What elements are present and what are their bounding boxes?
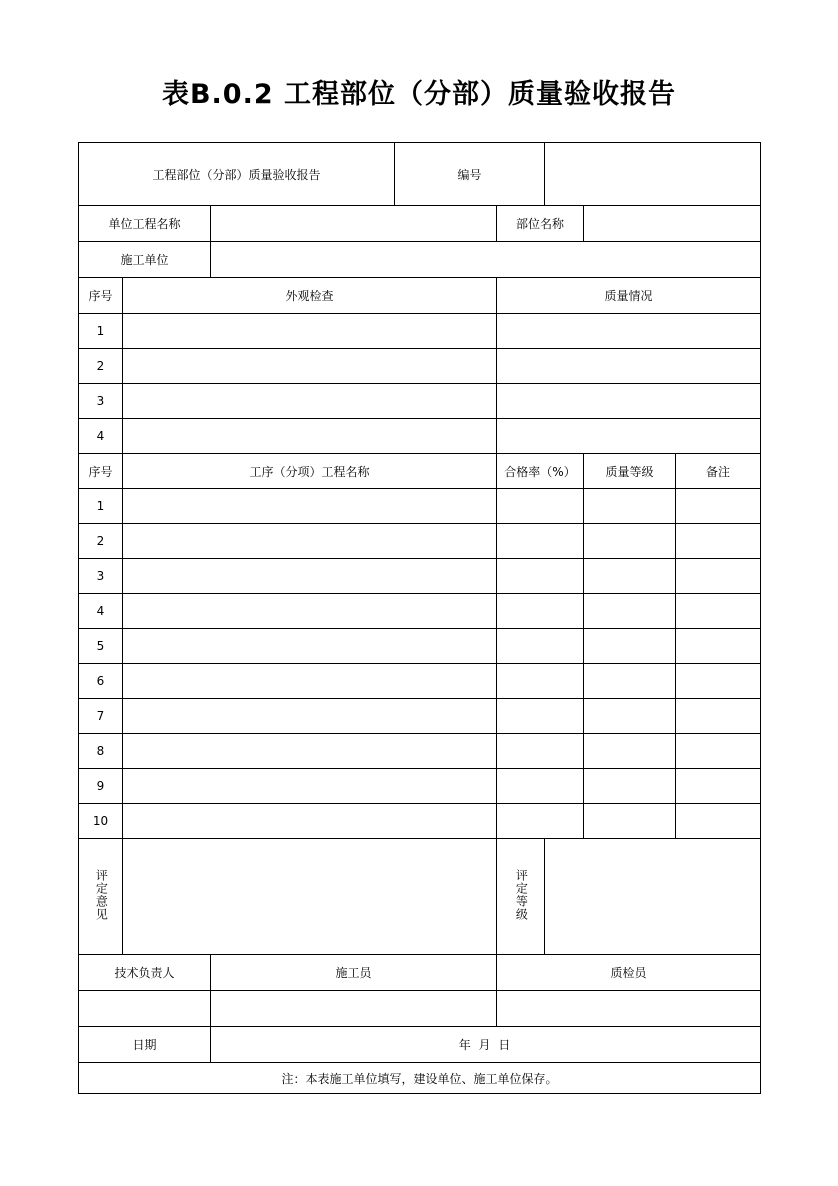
appearance-col-quality: 质量情况 [497, 278, 761, 314]
form-name-cell: 工程部位（分部）质量验收报告 [79, 143, 395, 206]
construction-unit-row [79, 242, 761, 278]
process-row-rate[interactable] [497, 629, 584, 664]
process-row-remark[interactable] [676, 804, 761, 839]
date-value[interactable]: 年 月 日 [211, 1027, 761, 1063]
part-name-value[interactable] [584, 206, 761, 242]
process-row-no: 1 [79, 489, 123, 524]
appearance-col-no: 序号 [79, 278, 123, 314]
process-row-rate[interactable] [497, 769, 584, 804]
date-row [79, 1027, 761, 1063]
signature-value-row [79, 991, 761, 1027]
evaluation-opinion-label [79, 839, 123, 955]
process-row-name[interactable] [123, 699, 497, 734]
appearance-row-no: 1 [79, 314, 123, 349]
appearance-header-row [79, 278, 761, 314]
process-row-remark[interactable] [676, 734, 761, 769]
process-col-no: 序号 [79, 454, 123, 489]
appearance-row-no: 4 [79, 419, 123, 454]
process-row-rate[interactable] [497, 489, 584, 524]
tech-leader-value[interactable] [79, 991, 211, 1027]
process-row-grade[interactable] [584, 699, 676, 734]
unit-project-value[interactable] [211, 206, 497, 242]
appearance-row-quality[interactable] [497, 349, 761, 384]
appearance-row-item[interactable] [123, 314, 497, 349]
process-row-grade[interactable] [584, 594, 676, 629]
appearance-row-item[interactable] [123, 384, 497, 419]
evaluation-grade-label [497, 839, 545, 955]
table-row [79, 664, 761, 699]
process-row-name[interactable] [123, 769, 497, 804]
table-row [79, 384, 761, 419]
inspector-label: 质检员 [497, 955, 761, 991]
table-row [79, 489, 761, 524]
process-row-name[interactable] [123, 629, 497, 664]
evaluation-opinion-value[interactable] [123, 839, 497, 955]
evaluation-row [79, 839, 761, 955]
tech-leader-label: 技术负责人 [79, 955, 211, 991]
form-header-row [79, 143, 761, 206]
table-row [79, 699, 761, 734]
table-row [79, 769, 761, 804]
process-col-remark: 备注 [676, 454, 761, 489]
process-col-name: 工序（分项）工程名称 [123, 454, 497, 489]
process-row-remark[interactable] [676, 524, 761, 559]
process-row-remark[interactable] [676, 559, 761, 594]
footer-note-row [79, 1063, 761, 1094]
process-row-remark[interactable] [676, 629, 761, 664]
table-row [79, 524, 761, 559]
process-row-grade[interactable] [584, 489, 676, 524]
signature-header-row [79, 955, 761, 991]
process-row-no: 7 [79, 699, 123, 734]
appearance-row-item[interactable] [123, 419, 497, 454]
process-row-no: 10 [79, 804, 123, 839]
process-row-grade[interactable] [584, 524, 676, 559]
process-row-grade[interactable] [584, 629, 676, 664]
process-row-remark[interactable] [676, 664, 761, 699]
process-row-no: 5 [79, 629, 123, 664]
number-value-cell[interactable] [545, 143, 761, 206]
process-row-no: 3 [79, 559, 123, 594]
table-row [79, 349, 761, 384]
process-row-no: 9 [79, 769, 123, 804]
process-row-remark[interactable] [676, 594, 761, 629]
evaluation-grade-label-text: 评定等级 [514, 869, 529, 921]
process-row-rate[interactable] [497, 804, 584, 839]
process-row-grade[interactable] [584, 734, 676, 769]
appearance-row-quality[interactable] [497, 384, 761, 419]
table-row [79, 559, 761, 594]
part-name-label: 部位名称 [497, 206, 584, 242]
construction-unit-label: 施工单位 [79, 242, 211, 278]
quality-acceptance-form [78, 142, 760, 1094]
process-row-name[interactable] [123, 664, 497, 699]
table-row [79, 419, 761, 454]
table-row [79, 804, 761, 839]
evaluation-grade-value[interactable] [545, 839, 761, 955]
process-row-rate[interactable] [497, 734, 584, 769]
appearance-row-quality[interactable] [497, 419, 761, 454]
unit-project-label: 单位工程名称 [79, 206, 211, 242]
process-row-remark[interactable] [676, 489, 761, 524]
process-col-grade: 质量等级 [584, 454, 676, 489]
process-row-grade[interactable] [584, 769, 676, 804]
date-label: 日期 [79, 1027, 211, 1063]
process-row-rate[interactable] [497, 664, 584, 699]
appearance-row-quality[interactable] [497, 314, 761, 349]
appearance-row-item[interactable] [123, 349, 497, 384]
process-row-no: 2 [79, 524, 123, 559]
process-row-no: 6 [79, 664, 123, 699]
footer-note: 注：本表施工单位填写，建设单位、施工单位保存。 [79, 1063, 761, 1094]
construction-unit-value[interactable] [211, 242, 761, 278]
constructor-label: 施工员 [211, 955, 497, 991]
process-row-name[interactable] [123, 594, 497, 629]
table-row [79, 314, 761, 349]
unit-project-row [79, 206, 761, 242]
evaluation-opinion-label-text: 评定意见 [94, 869, 109, 921]
table-row [79, 629, 761, 664]
number-label-cell: 编号 [395, 143, 545, 206]
process-row-remark[interactable] [676, 699, 761, 734]
appearance-row-no: 3 [79, 384, 123, 419]
inspector-value[interactable] [497, 991, 761, 1027]
process-row-rate[interactable] [497, 699, 584, 734]
process-row-name[interactable] [123, 804, 497, 839]
form-table [78, 142, 761, 1094]
process-row-name[interactable] [123, 524, 497, 559]
process-row-grade[interactable] [584, 804, 676, 839]
process-row-no: 8 [79, 734, 123, 769]
process-row-grade[interactable] [584, 664, 676, 699]
process-row-remark[interactable] [676, 769, 761, 804]
constructor-value[interactable] [211, 991, 497, 1027]
process-row-rate[interactable] [497, 594, 584, 629]
process-row-rate[interactable] [497, 524, 584, 559]
process-header-row [79, 454, 761, 489]
appearance-col-item: 外观检查 [123, 278, 497, 314]
process-row-name[interactable] [123, 559, 497, 594]
process-row-name[interactable] [123, 734, 497, 769]
process-row-no: 4 [79, 594, 123, 629]
process-row-grade[interactable] [584, 559, 676, 594]
page-title: 表B.0.2 工程部位（分部）质量验收报告 [161, 79, 677, 110]
appearance-row-no: 2 [79, 349, 123, 384]
process-row-name[interactable] [123, 489, 497, 524]
process-col-rate: 合格率（%） [497, 454, 584, 489]
table-row [79, 734, 761, 769]
process-row-rate[interactable] [497, 559, 584, 594]
table-row [79, 594, 761, 629]
